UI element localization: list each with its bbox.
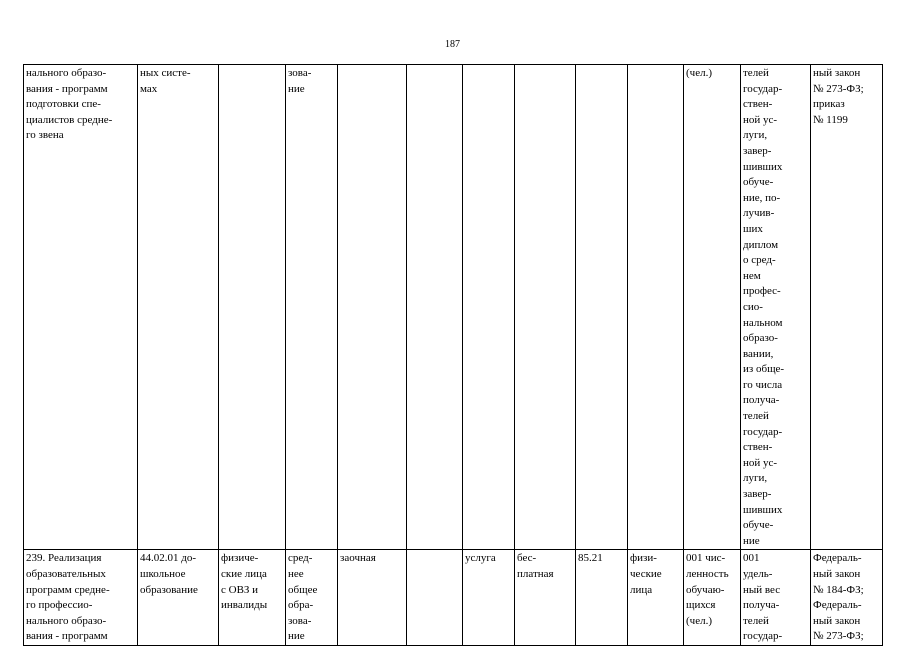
table-cell: 001 удель- ный вес получа- телей государ-	[741, 550, 811, 646]
table-cell: зова- ние	[286, 65, 338, 550]
table-cell	[463, 65, 515, 550]
table-row	[24, 65, 883, 550]
page-number: 187	[445, 39, 460, 50]
table-cell: услуга	[463, 550, 515, 646]
document-table	[23, 64, 883, 646]
table-cell	[515, 65, 576, 550]
table-cell	[628, 65, 684, 550]
table-cell: бес- платная	[515, 550, 576, 646]
table-cell: телей государ- ствен- ной ус- луги, завер- шивших обуче- ние, по- лучив- ших диплом о сред- нем профес- сио- нальном образо- вании, из обще- го числа получа- телей государ- ствен- ной ус- луги, завер- шивших обуче- ние	[741, 65, 811, 550]
table-cell	[407, 65, 463, 550]
table-cell: 239. Реализация образовательных программ средне- го профессио- нального образо- вания - программ	[24, 550, 138, 646]
table-cell: 44.02.01 до- школьное образование	[138, 550, 219, 646]
table-cell: 85.21	[576, 550, 628, 646]
table-cell	[338, 65, 407, 550]
table-cell: заочная	[338, 550, 407, 646]
table-cell	[219, 65, 286, 550]
table-cell	[407, 550, 463, 646]
table-cell: сред- нее общее обра- зова- ние	[286, 550, 338, 646]
table-cell: физи- ческие лица	[628, 550, 684, 646]
table-cell: Федераль- ный закон № 184-ФЗ; Федераль- ный закон № 273-ФЗ;	[811, 550, 883, 646]
table-cell: физиче- ские лица с ОВЗ и инвалиды	[219, 550, 286, 646]
table-row	[24, 550, 883, 646]
table-cell	[576, 65, 628, 550]
table-cell: нального образо- вания - программ подготовки спе- циалистов среднe- го звена	[24, 65, 138, 550]
table-cell: 001 чис- ленность обучаю- щихся (чел.)	[684, 550, 741, 646]
table-cell: ных систе- мах	[138, 65, 219, 550]
table-cell: ный закон № 273-ФЗ; приказ № 1199	[811, 65, 883, 550]
table-cell: (чел.)	[684, 65, 741, 550]
